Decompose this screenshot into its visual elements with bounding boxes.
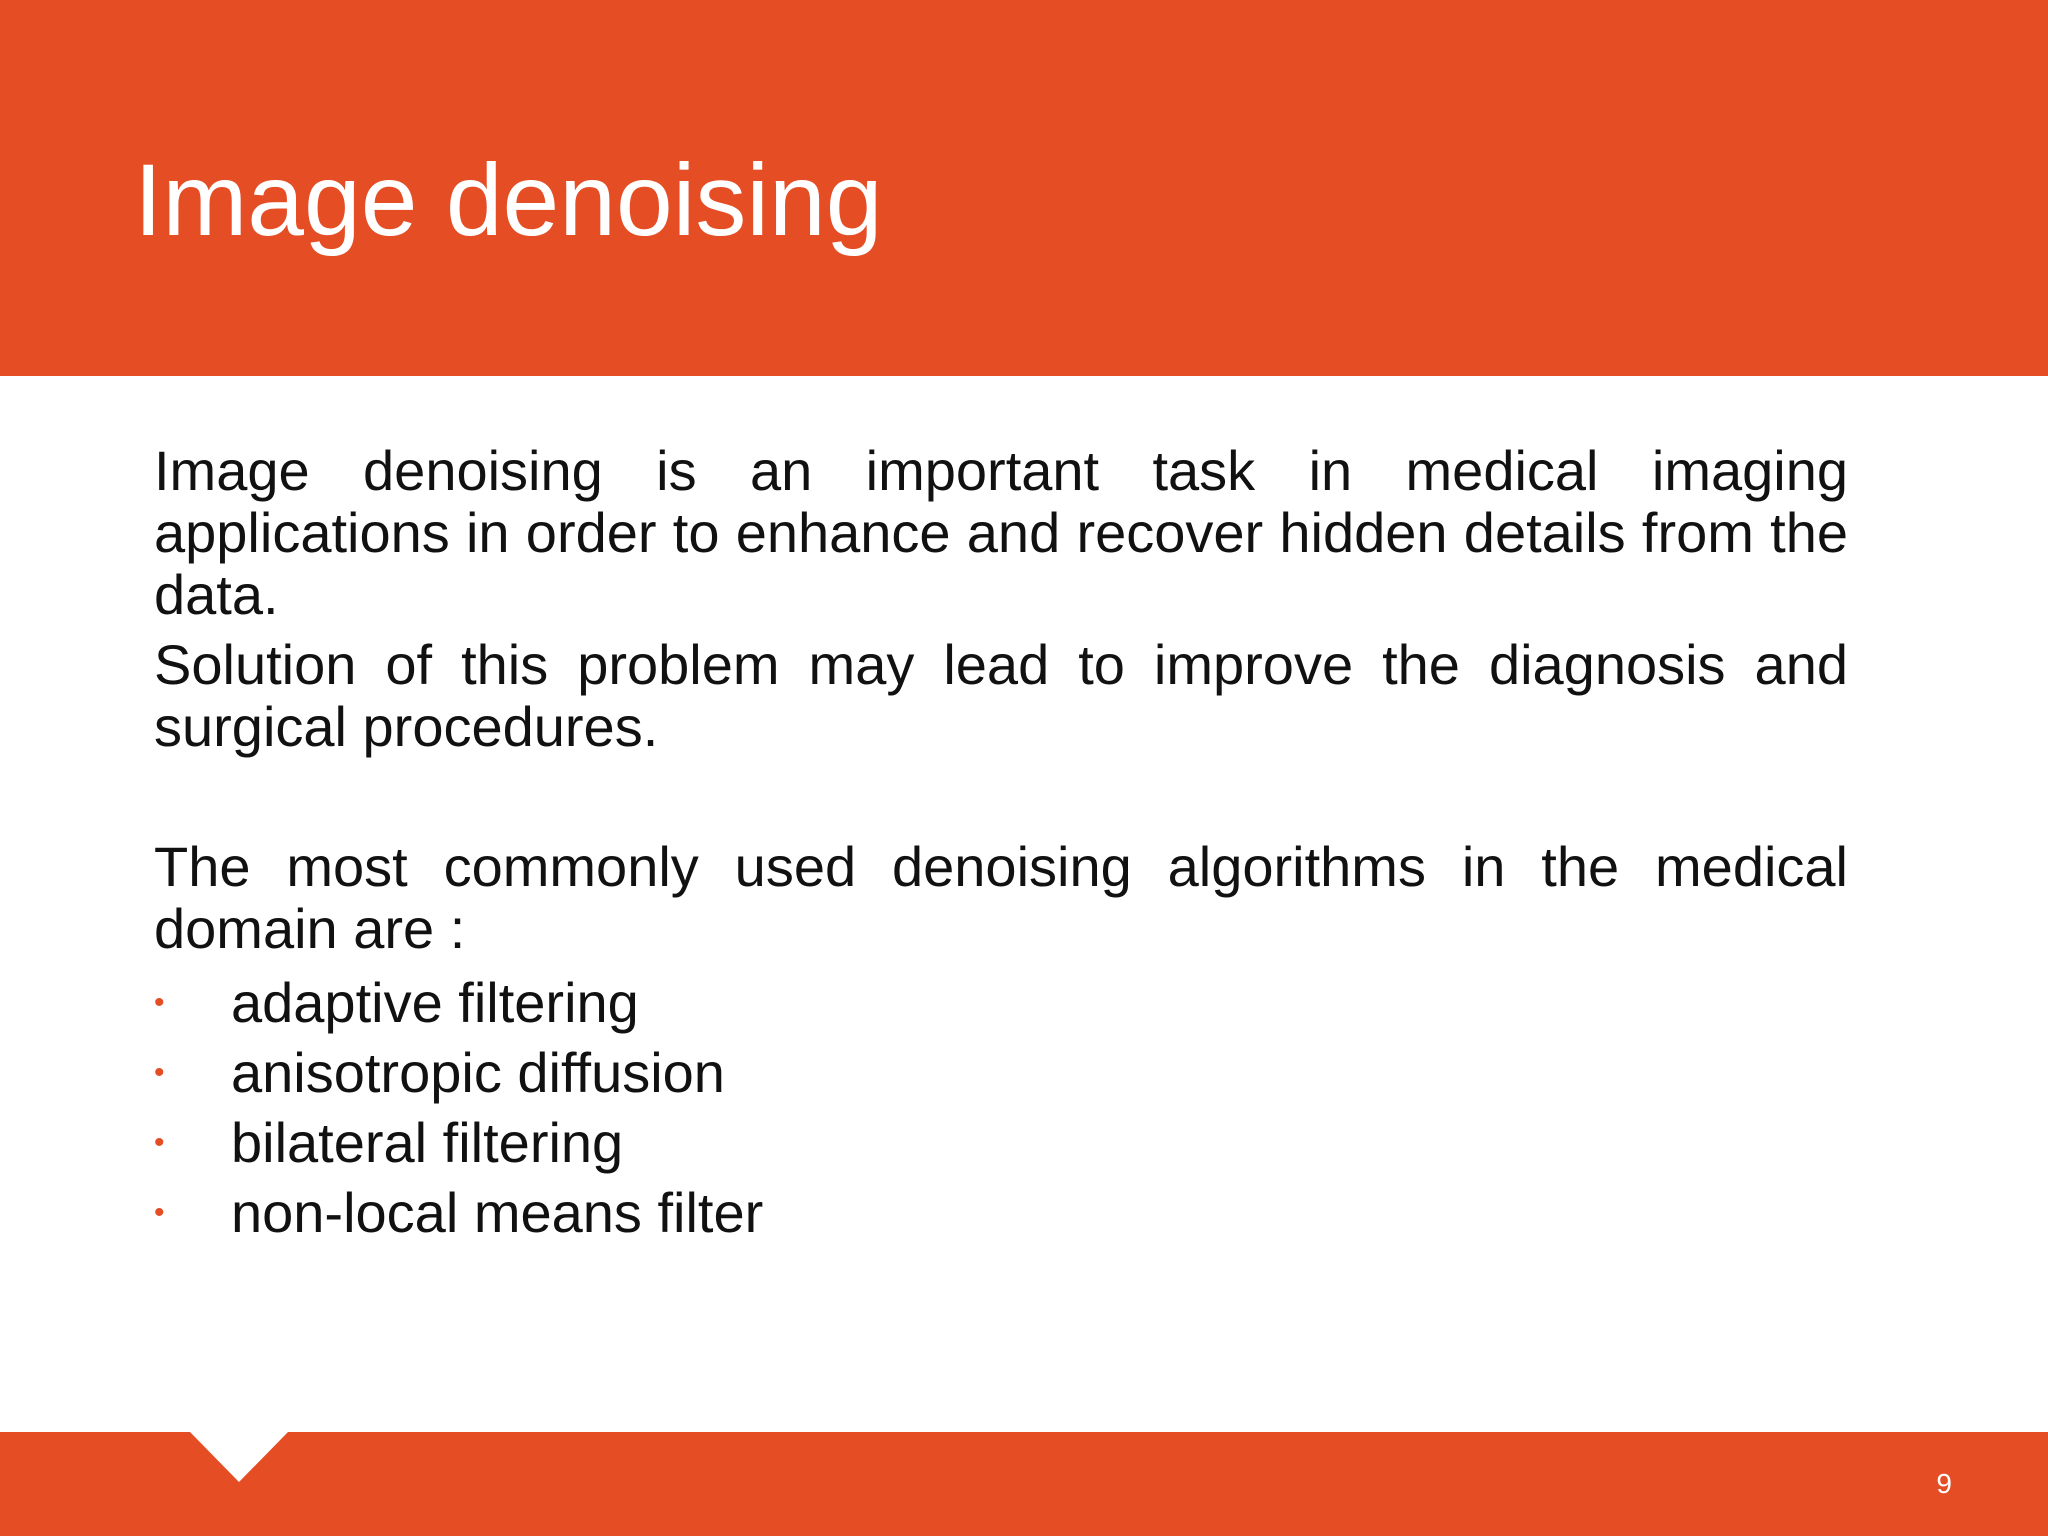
list-item [154,1178,1848,1248]
bullet-icon: • [154,1126,165,1159]
list-item [154,1038,1848,1108]
footer-band [0,1432,2048,1536]
slide-title: Image denoising [134,143,883,257]
list-item-label: non-local means filter [231,1181,764,1244]
bullet-icon: • [154,1196,165,1229]
bullet-icon: • [154,986,165,1019]
list-item [154,968,1848,1038]
body-paragraph: The most commonly used denoising algorithms in the medical domain are : [154,835,1848,960]
body-paragraph: Solution of this problem may lead to improve the diagnosis and surgical procedures. [154,633,1848,758]
page-number: 9 [1936,1468,1952,1499]
header-band [0,0,2048,376]
algorithm-list [154,968,1848,1248]
bullet-icon: • [154,1056,165,1089]
list-item-label: bilateral filtering [231,1111,624,1174]
slide-body [154,440,1848,1248]
list-item-label: anisotropic diffusion [231,1041,725,1104]
list-item [154,1108,1848,1178]
footer-notch-icon [190,1432,288,1482]
body-paragraph: Image denoising is an important task in medical imaging applications in order to enhance and recover hidden details from the data. [154,439,1848,626]
list-item-label: adaptive filtering [231,971,639,1034]
